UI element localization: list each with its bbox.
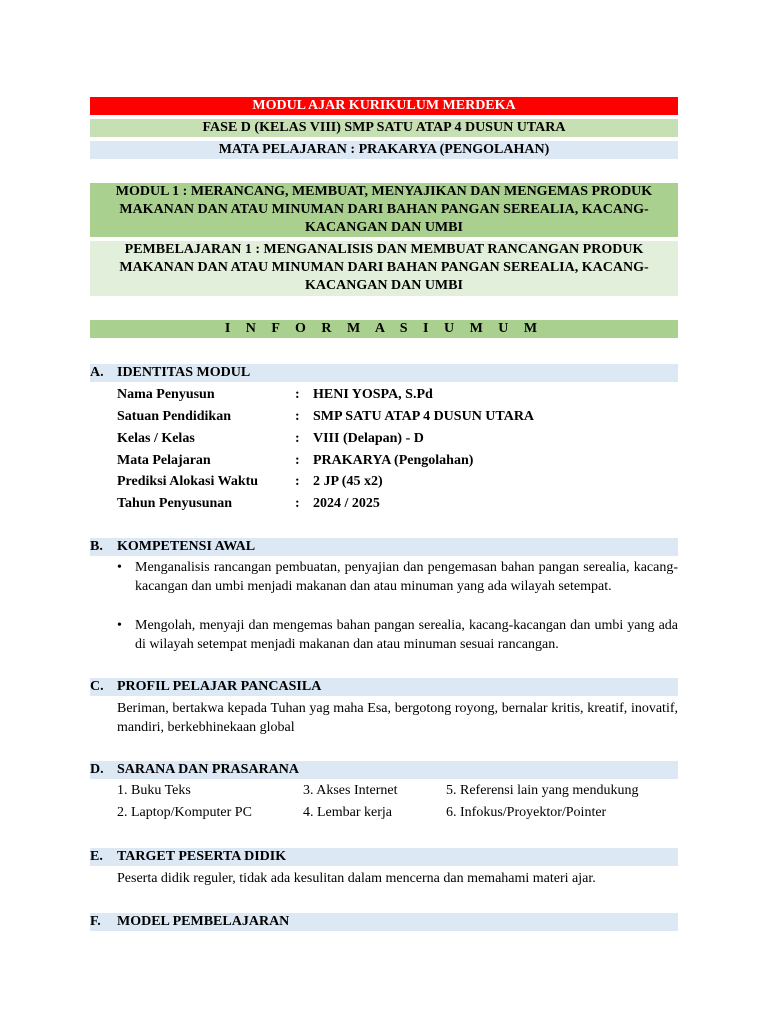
identity-key: Mata Pelajaran	[117, 453, 211, 468]
section-title: MODEL PEMBELAJARAN	[117, 914, 290, 929]
sarana-item: 3. Akses Internet	[303, 783, 398, 798]
sarana-list	[117, 780, 678, 824]
section-title: SARANA DAN PRASARANA	[117, 762, 300, 777]
sarana-item: 5. Referensi lain yang mendukung	[446, 783, 639, 798]
identity-key: Tahun Penyusunan	[117, 496, 233, 511]
section-kompetensi-awal	[90, 538, 678, 556]
section-letter: D.	[90, 762, 104, 777]
identity-colon: :	[295, 474, 300, 489]
kompetensi-item	[117, 558, 678, 596]
sarana-item: 2. Laptop/Komputer PC	[117, 805, 252, 820]
section-letter: E.	[90, 849, 103, 864]
fase-band: FASE D (KELAS VIII) SMP SATU ATAP 4 DUSUN UTARA	[90, 119, 678, 137]
section-target-peserta	[90, 848, 678, 866]
section-title: KOMPETENSI AWAL	[117, 539, 256, 554]
identity-key: Kelas / Kelas	[117, 431, 195, 446]
identity-key: Satuan Pendidikan	[117, 409, 231, 424]
section-title: IDENTITAS MODUL	[117, 365, 251, 380]
target-text: Peserta didik reguler, tidak ada kesulitan dalam mencerna dan memahami materi ajar.	[117, 871, 596, 886]
section-letter: B.	[90, 539, 103, 554]
informasi-umum-band: I N F O R M A S I U M U M	[90, 320, 678, 338]
identity-value: SMP SATU ATAP 4 DUSUN UTARA	[313, 409, 535, 424]
kompetensi-text: Menganalisis rancangan pembuatan, penyajian dan pengemasan bahan pangan serealia, kacang-kacangan dan umbi menjadi makanan dan atau minuman yang ada wilayah setempat.	[135, 560, 678, 594]
subject-band: MATA PELAJARAN : PRAKARYA (PENGOLAHAN)	[90, 141, 678, 159]
section-title: TARGET PESERTA DIDIK	[117, 849, 287, 864]
modul-band: MODUL 1 : MERANCANG, MEMBUAT, MENYAJIKAN DAN MENGEMAS PRODUK MAKANAN DAN ATAU MINUMAN DARI BAHAN PANGAN SEREALIA, KACANG-KACANGAN DAN UMBI	[90, 183, 678, 237]
section-model-pembelajaran	[90, 913, 678, 931]
kompetensi-item	[117, 616, 678, 654]
identity-colon: :	[295, 496, 300, 511]
identity-value: VIII (Delapan) - D	[313, 431, 424, 446]
identity-value: 2 JP (45 x2)	[313, 474, 383, 489]
identity-colon: :	[295, 387, 300, 402]
pembelajaran-band: PEMBELAJARAN 1 : MENGANALISIS DAN MEMBUAT RANCANGAN PRODUK MAKANAN DAN ATAU MINUMAN DARI BAHAN PANGAN SEREALIA, KACANG-KACANGAN DAN UMBI	[90, 241, 678, 296]
sarana-item: 4. Lembar kerja	[303, 805, 393, 820]
module-title: MODUL AJAR KURIKULUM MERDEKA	[90, 97, 678, 115]
section-title: PROFIL PELAJAR PANCASILA	[117, 679, 322, 694]
section-letter: C.	[90, 679, 104, 694]
section-letter: F.	[90, 914, 101, 929]
kompetensi-text: Mengolah, menyaji dan mengemas bahan pangan serealia, kacang-kacangan dan umbi yang ada di wilayah setempat menjadi makanan dan atau minuman sesuai rancangan.	[135, 618, 678, 652]
bullet-icon: •	[117, 560, 122, 575]
section-letter: A.	[90, 365, 104, 380]
bullet-icon: •	[117, 618, 122, 633]
identity-colon: :	[295, 453, 300, 468]
section-profil-pelajar	[90, 678, 678, 696]
identity-colon: :	[295, 431, 300, 446]
identity-value: PRAKARYA (Pengolahan)	[313, 453, 474, 468]
section-identitas-modul	[90, 364, 678, 382]
identity-value: 2024 / 2025	[313, 496, 380, 511]
identity-key: Nama Penyusun	[117, 387, 215, 402]
identity-key: Prediksi Alokasi Waktu	[117, 474, 259, 489]
identity-value: HENI YOSPA, S.Pd	[313, 387, 433, 402]
section-sarana-prasarana	[90, 761, 678, 779]
profil-text: Beriman, bertakwa kepada Tuhan yag maha Esa, bergotong royong, bernalar kritis, kreatif, inovatif, mandiri, berkebhinekaan global	[117, 701, 678, 735]
sarana-item: 6. Infokus/Proyektor/Pointer	[446, 805, 607, 820]
identity-colon: :	[295, 409, 300, 424]
sarana-item: 1. Buku Teks	[117, 783, 191, 798]
